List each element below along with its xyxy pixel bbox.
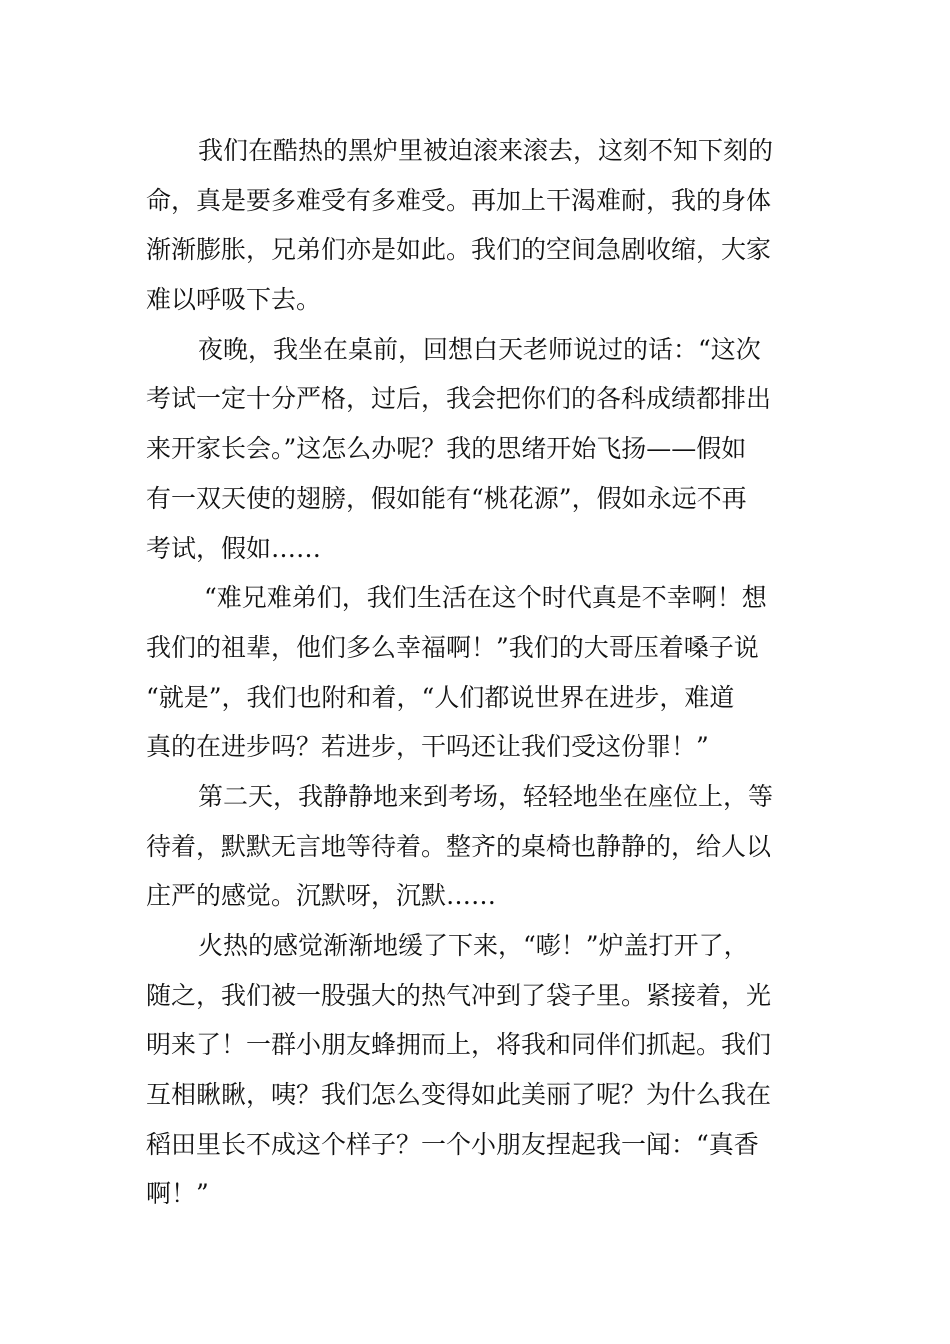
paragraph-1 — [146, 126, 816, 325]
text-line: 考试一定十分严格，过后，我会把你们的各科成绩都排出 — [146, 384, 772, 414]
text-line: 来开家长会。”这怎么办呢？我的思绪开始飞扬——假如 — [146, 434, 747, 464]
paragraph-3 — [146, 573, 816, 772]
text-line: 难以呼吸下去。 — [146, 285, 322, 315]
text-line: 庄严的感觉。沉默呀，沉默…… — [146, 881, 497, 911]
text-line: 互相瞅瞅，咦？我们怎么变得如此美丽了呢？为什么我在 — [146, 1080, 772, 1110]
text-line: “难兄难弟们，我们生活在这个时代真是不幸啊！想 — [204, 583, 767, 613]
paragraph-5 — [146, 921, 816, 1219]
text-line: 啊！” — [146, 1179, 209, 1209]
text-line: 有一双天使的翅膀，假如能有“桃花源”，假如永远不再 — [146, 483, 747, 513]
article-body — [146, 126, 816, 1219]
text-line: 火热的感觉渐渐地缓了下来，“嘭！”炉盖打开了， — [198, 931, 749, 960]
text-line: 考试，假如…… — [146, 533, 322, 563]
paragraph-4 — [146, 772, 816, 921]
paragraph-2 — [146, 325, 816, 573]
text-line: 待着，默默无言地等待着。整齐的桌椅也静静的，给人以 — [146, 831, 772, 861]
text-line: 我们在酷热的黑炉里被迫滚来滚去，这刻不知下刻的 — [198, 136, 774, 165]
text-line: 我们的祖辈，他们多么幸福啊！”我们的大哥压着嗓子说 — [146, 632, 759, 662]
text-line: “就是”，我们也附和着，“人们都说世界在进步，难道 — [146, 682, 735, 712]
text-line: 明来了！一群小朋友蜂拥而上，将我和同伴们抓起。我们 — [146, 1030, 772, 1060]
text-line: 渐渐膨胀，兄弟们亦是如此。我们的空间急剧收缩，大家 — [146, 235, 772, 265]
text-line: 第二天，我静静地来到考场，轻轻地坐在座位上，等 — [198, 781, 774, 811]
text-line: 随之，我们被一股强大的热气冲到了袋子里。紧接着，光 — [146, 980, 772, 1010]
text-line: 稻田里长不成这个样子？一个小朋友捏起我一闻：“真香 — [146, 1129, 759, 1159]
text-line: 真的在进步吗？若进步，干吗还让我们受这份罪！” — [146, 732, 709, 762]
text-line: 命，真是要多难受有多难受。再加上干渴难耐，我的身体 — [146, 185, 772, 215]
text-line: 夜晚，我坐在桌前，回想白天老师说过的话：“这次 — [198, 334, 761, 364]
